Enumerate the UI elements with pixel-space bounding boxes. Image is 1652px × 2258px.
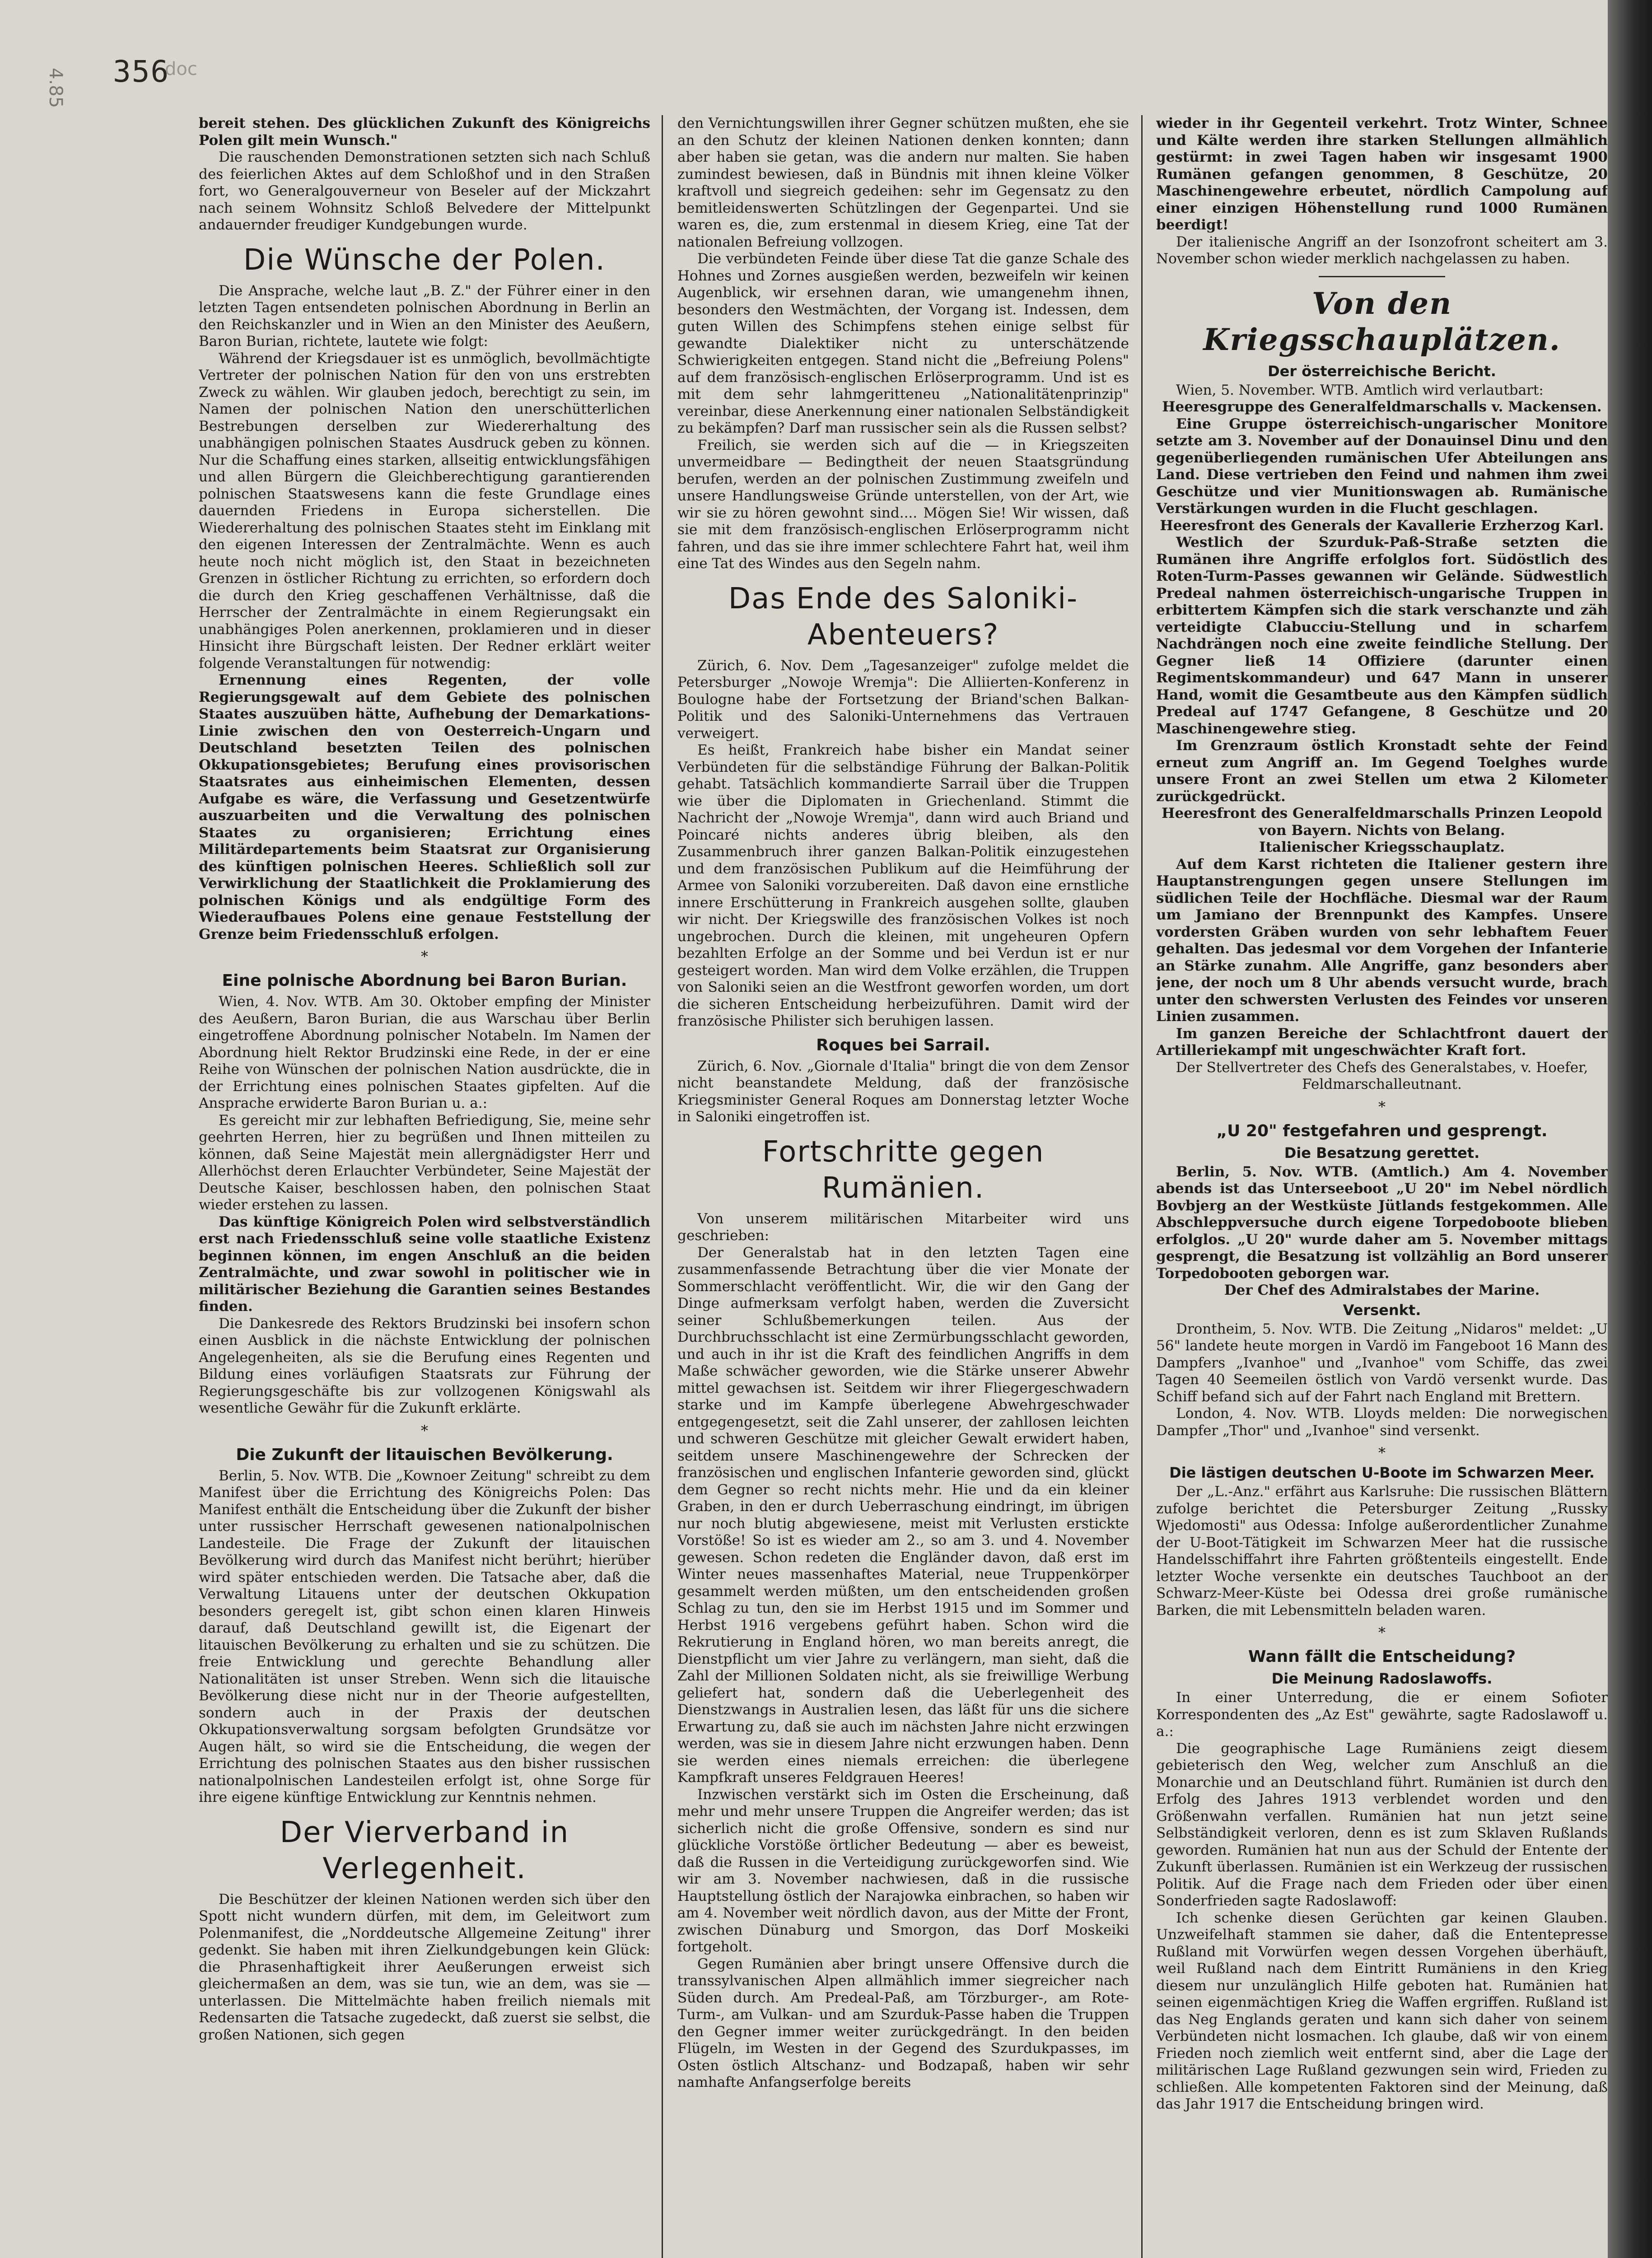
paragraph: Inzwischen verstärkt sich im Osten die Erscheinung, daß mehr und mehr unsere Truppen die Angreifer werden; das ist sicherlich nicht die große Offensive, sondern es sind nur glückliche Vorstöße örtlicher Bedeutung — aber es beweist, daß die Russen in die Verteidigung zurückgeworfen sind. Wie wir am 3. November nachwiesen, daß in die russische Hauptstellung östlich der Narajowka einbrachen, so haben wir am 4. November weit nördlich davon, aus der Mitte der Front, zwischen Dünaburg und Smorgon, das Dorf Moskeiki fortgeholt. — [677, 1786, 1129, 1955]
paragraph: Das künftige Königreich Polen wird selbstverständlich erst nach Friedensschluß seine volle staatliche Existenz beginnen können, im engen Anschluß an die beiden Zentralmächte, und zwar sowohl in politischer wie in militärischer Beziehung die Garantien seines Bestandes finden. — [199, 1213, 650, 1315]
paragraph: Die Beschützer der kleinen Nationen werden sich über den Spott nicht wundern dürfen, mit dem, im Geleitwort zum Polenmanifest, die „Norddeutsche Allgemeine Zeitung" ihrer gedenkt. Sie haben mit ihren Zielkundgebungen kein Glück: die Phrasenhaftigkeit ihrer Aeußerungen erweist sich gleichermaßen an dem, was sie tun, wie an dem, was sie — unterlassen. Die Mittelmächte haben freilich niemals mit Redensarten die Tatsache zugedeckt, daß zuerst sie selbst, die großen Nationen, sich gegen — [199, 1891, 650, 2043]
paragraph: Freilich, sie werden sich auf die — in Kriegszeiten unvermeidbare — Bedingtheit der neuen Staatsgründung berufen, werden an der polnischen Zustimmung zweifeln und unsere Handlungsweise Gründe unterstellen, von der Art, wie wir sie zu hören gewohnt sind.... Mögen Sie! Wir wissen, daß sie mit dem französisch-englischen Erlöserprogramm nicht fahren, und das sie ihre immer schlechtere Fahrt hat, weil ihm eine Tat des Windes aus den Segeln nahm. — [677, 437, 1129, 572]
headline-wuensche: Die Wünsche der Polen. — [243, 243, 606, 277]
paragraph: Ernennung eines Regenten, der volle Regierungsgewalt auf dem Gebiete des polnischen Staates auszuüben hätte, Aufhebung der Demarkations-Linie zwischen den von Oesterreich-Ungarn und Deutschland besetzten Teilen des polnischen Okkupationsgebietes; Berufung eines provisorischen Staatsrates aus einheimischen Elementen, dessen Aufgabe es wäre, die Verfassung und Gesetzentwürfe auszuarbeiten und die Verwaltung des polnischen Staates zu organisieren; Errichtung eines Militärdepartements beim Staatsrat zur Organisierung des künftigen polnischen Heeres. Schließlich soll zur Verwirklichung der Staatlichkeit die Proklamierung des polnischen Königs und als endgültige Form des Wiederaufbaues Polens eine genaue Feststellung der Grenze beim Friedensschluß erfolgen. — [199, 672, 650, 942]
column-1 — [199, 115, 650, 2258]
binding-spine — [1608, 0, 1652, 2258]
paragraph: Der Chef des Admiralstabes der Marine. — [1224, 1282, 1540, 1298]
headline-abordnung: Eine polnische Abordnung bei Baron Burian. — [222, 971, 627, 990]
paragraph: Die rauschenden Demonstrationen setzten sich nach Schluß des feierlichen Aktes auf dem Schloßhof und in den Straßen fort, wo Generalgouverneur von Beseler auf der Mickzahrt nach seinem Wohnsitz Schloß Belvedere der Mittelpunkt andauernder freudiger Kundgebungen wurde. — [199, 149, 650, 233]
paragraph: Gegen Rumänien aber bringt unsere Offensive durch die transsylvanischen Alpen allmählich immer siegreicher nach Süden durch. Am Predeal-Paß, am Törzburger-, am Rote-Turm-, am Vulkan- und am Szurduk-Passe haben die Truppen den Gegner immer weiter zurückgedrängt. In den beiden Flügeln, im Westen in der Gegend des Szurdukpasses, im Osten östlich Altschanz- und Bodzapaß, haben wir sehr namhafte Anfangserfolge bereits — [677, 1955, 1129, 2090]
separator: * — [421, 1422, 428, 1439]
paragraph: Von unserem militärischen Mitarbeiter wird uns geschrieben: — [677, 1210, 1129, 1244]
paragraph: Wien, 4. Nov. WTB. Am 30. Oktober empfing der Minister des Aeußern, Baron Burian, die aus Warschau über Berlin eingetroffene Abordnung polnischer Notabeln. Im Namen der Abordnung hielt Rektor Brudzinski eine Rede, in der er eine Reihe von Wünschen der polnischen Nation ausdrückte, die in der Errichtung eines polnischen Staates gipfelten. Auf die Ansprache erwiderte Baron Burian u. a.: — [199, 994, 650, 1111]
paragraph: wieder in ihr Gegenteil verkehrt. Trotz Winter, Schnee und Kälte werden ihre starken Stellungen allmählich gestürmt: in zwei Tagen haben wir insgesamt 1900 Rumänen gefangen genommen, 8 Geschütze, 20 Maschinengewehre erbeutet, nördlich Campolung auf einer einzigen Höhenstellung rund 1000 Rumänen beerdigt! — [1156, 115, 1608, 233]
paragraph: Berlin, 5. Nov. WTB. Die „Kownoer Zeitung" schreibt zu dem Manifest über die Errichtung des Königreichs Polen: Das Manifest enthält die Entscheidung über die Zukunft der bisher unter russischer Herrschaft gewesenen nationalpolnischen Landesteile. Die Frage der Zukunft der litauischen Bevölkerung wird durch das Manifest nicht berührt; hierüber wird später entschieden werden. Die Tatsache aber, daß die Verwaltung Litauens unter der deutschen Okkupation besonders geregelt ist, gibt schon einen klaren Hinweis darauf, daß Deutschland gewillt ist, die Eigenart der litauischen Bevölkerung zu erhalten und sie zu schützen. Die freie Entwicklung und gerechte Behandlung aller Nationalitäten ist unser Streben. Wenn sich die litauische Bevölkerung diese nicht nur in der Theorie aufgestellten, sondern auch in der Praxis der deutschen Okkupationsverwaltung sorgsam befolgten Grundsätze vor Augen hält, so wird sie die Entscheidung, die wegen der Errichtung des polnischen Staates aus den bisher russischen nationalpolnischen Landesteilen erfolgt ist, ohne Sorge für ihre eigene künftige Entwicklung zur Kenntnis nehmen. — [199, 1467, 650, 1805]
paragraph: Wien, 5. November. WTB. Amtlich wird verlautbart: — [1176, 382, 1544, 398]
headline-u20: „U 20" festgefahren und gesprengt. — [1216, 1121, 1548, 1140]
paragraph: den Vernichtungswillen ihrer Gegner schützen mußten, ehe sie an den Schutz der kleinen Nationen denken konnten; dann aber haben sie getan, was die andern nur malten. Sie haben zumindest bewiesen, daß in Bündnis mit ihnen kleine Völker kraftvoll und siegreich gedeihen: sehr im Gegensatz zu den bemitleidenswerten Schützlingen der Gegenpartei. Und sie waren es, die, zum erstenmal in diesem Krieg, eine Tat der nationalen Befreiung vollzogen. — [677, 115, 1129, 250]
paragraph: Während der Kriegsdauer ist es unmöglich, bevollmächtigte Vertreter der polnischen Nation für den von uns erstrebten Zweck zu wählen. Wir glauben jedoch, berechtigt zu sein, im Namen der polnischen Nation den unerschütterlichen Bestrebungen derselben zur Wiedererhaltung des unabhängigen polnischen Staates Ausdruck geben zu können. Nur die Schaffung eines starken, allseitig entwicklungsfähigen und allen Bürgern die Gleichberechtigung garantierenden polnischen Staatswesens kann die feste Grundlage eines dauernden Friedens in Europa sicherstellen. Die Wiedererhaltung des polnischen Staates steht im Einklang mit den eigenen Interessen der Zentralmächte. Wenn es auch heute noch nicht möglich ist, den Staat in bezeichneten Grenzen in östlicher Richtung zu errichten, so erfordern doch die durch den Krieg geschaffenen Verhältnisse, daß die Herrscher der Zentralmächte in einem Regierungsakt ein unabhängiges Polen anerkennen, proklamieren und in dieser Hinsicht ihre Bürgschaft leisten. Der Redner erklärt weiter folgende Veranstaltungen für notwendig: — [199, 350, 650, 672]
paragraph: Zürich, 6. Nov. „Giornale d'Italia" bringt die von dem Zensor nicht beanstandete Meldung, daß der französische Kriegsminister General Roques am Donnerstag letzter Woche in Saloniki eingetroffen ist. — [677, 1058, 1129, 1125]
paragraph: Der „L.-Anz." erfährt aus Karlsruhe: Die russischen Blättern zufolge berichtet die Petersburger Zeitung „Russky Wjedomosti" aus Odessa: Infolge außerordentlicher Zunahme der U-Boot-Tätigkeit im Schwarzen Meer hat die russische Handelsschiffahrt ihre Fahrten größtenteils eingestellt. Ende letzter Woche versenkte ein deutsches Tauchboot an der Schwarz-Meer-Küste bei Odessa drei große rumänische Barken, die mit Lebensmitteln beladen waren. — [1156, 1484, 1608, 1619]
paragraph: Der Stellvertreter des Chefs des Generalstabes, v. Hoefer, Feldmarschalleutnant. — [1176, 1059, 1588, 1092]
edge-mark: 4.85 — [45, 68, 66, 108]
paragraph: Im Grenzraum östlich Kronstadt sehte der Feind erneut zum Angriff an. Im Gegend Toelghes wurde unsere Front an zwei Stellen um etwa 2 Kilometer zurückgedrückt. — [1156, 737, 1608, 805]
headline-fortschritte: Fortschritte gegen Rumänien. — [762, 1135, 1045, 1205]
paragraph: Italienischer Kriegsschauplatz. — [1259, 839, 1505, 855]
paragraph: Die Dankesrede des Rektors Brudzinski bei insofern schon einen Ausblick in die nächste Entwicklung der polnischen Angelegenheiten, als sie die Berufung eines Regenten und Bildung eines vorläufigen Staatsrats zur Führung der Regierungsgeschäfte bis zur vollzogenen Königswahl als wesentliche Gewähr für die Zukunft erklärte. — [199, 1315, 650, 1416]
column-rule — [662, 115, 663, 2258]
headline-roques: Roques bei Sarrail. — [816, 1036, 990, 1054]
paragraph: Im ganzen Bereiche der Schlachtfront dauert der Artilleriekampf mit ungeschwächter Kraft fort. — [1156, 1025, 1608, 1059]
paragraph: Der Generalstab hat in den letzten Tagen eine zusammenfassende Betrachtung über die vier Monate der Sommerschlacht veröffentlicht. Wir, die wir den Gang der Dinge aufmerksam verfolgt haben, werden die Zuversicht seiner Schlußbemerkungen teilen. Aus der Durchbruchsschlacht ist eine Zermürbungsschlacht geworden, und auch in ihr ist die Kraft des feindlichen Angriffs in dem Maße schwächer geworden, wie die Stärke unserer Abwehr mittel gewachsen ist. Seitdem wir ihrer Fliegergeschwadern starke und im Kampfe überlegene Abwehrgeschwader entgegengesetzt, seit die Zahl unserer, der zahllosen leichten und schweren Geschütze mit gleicher Gewalt erwidert haben, seitdem unsere Maschinengewehre der Schrecken der französischen und englischen Infanterie geworden sind, glückt dem Gegner so recht nichts mehr. Hie und da ein kleiner Graben, in den er durch Ueberraschung eindringt, im übrigen nur noch blutig abgewiesene, meist mit Verlusten erstickte Vorstöße! So ist es wieder am 2., so am 3. und 4. November gewesen. Schon redeten die Engländer davon, daß erst im Winter neues massenhaftes Material, neue Truppenkörper gesammelt werden müßten, um den entscheidenden großen Schlag zu tun, den sie im Herbst 1915 und im Sommer und Herbst 1916 vergebens geführt haben. Schon wird die Rekrutierung in England hören, wo man bereits anregt, die Dienstpflicht um vier Jahre zu verlängern, man sieht, daß die Zahl der Millionen Soldaten nicht, als sie freiwillige Werbung geliefert hat, sondern daß die Ueberlegenheit des Dienstzwangs in Australien lesen, das läßt für uns die sichere Erwartung zu, daß sie auch im nächsten Jahre nicht erzwingen werden, was sie in diesem Jahre nicht erzwungen haben. Denn sie werden eines niemals erreichen: die überlegene Kampfkraft unseres Feldgrauen Heeres! — [677, 1244, 1129, 1786]
subheadline-versenkt: Versenkt. — [1343, 1301, 1421, 1319]
margin-mark: doc — [165, 59, 197, 79]
headline-lastigen: Die lästigen deutschen U-Boote im Schwarzen Meer. — [1169, 1464, 1595, 1481]
paragraph: Heeresgruppe des Generalfeldmarschalls v. Mackensen. — [1162, 399, 1602, 415]
paragraph: Eine Gruppe österreichisch-ungarischer Monitore setzte am 3. November auf der Donauinsel Dinu und den gegenüberliegenden rumänischen Ufer Abteilungen ans Land. Diese vertrieben den Feind und nahmen ihm zwei Geschütze und vier Munitionswagen ab. Rumänische Verstärkungen wurden in die Flucht geschlagen. — [1156, 415, 1608, 517]
paragraph: Westlich der Szurduk-Paß-Straße setzten die Rumänen ihre Angriffe erfolglos fort. Südöstlich des Roten-Turm-Passes gewannen wir Gelände. Südwestlich Predeal nahmen österreichisch-ungarische Truppen in erbittertem Kämpfen sich die stark verschanzte und zäh verteidigte Clabucciu-Stellung und in scharfem Nachdrängen noch eine zweite feindliche Stellung. Der Gegner ließ 14 Offiziere (darunter einen Regimentskommandeur) und 647 Mann in unserer Hand, womit die Gesamtbeute aus den Kämpfen südlich Predeal auf 1747 Gefangene, 8 Geschütze und 20 Maschinengewehre stieg. — [1156, 534, 1608, 737]
paragraph: Die geographische Lage Rumäniens zeigt diesem gebieterisch den Weg, welcher zum Anschluß an die Monarchie und an Deutschland führt. Rumänien ist durch den Erfolg des Jahres 1913 verblendet worden und den Größenwahn verfallen. Rumänien hat nun jetzt seine Selbständigkeit verloren, denn es ist zum Sklaven Rußlands geworden. Rumänien hat nun aus der Schuld der Entente der Zukunft überlassen. Rumänien ist ein Werkzeug der russischen Politik. Auf die Frage nach dem Frieden oder über einen Sonderfrieden sagte Radoslawoff: — [1156, 1740, 1608, 1909]
paragraph: Der italienische Angriff an der Isonzofront scheitert am 3. November schon wieder merklich nachgelassen zu haben. — [1156, 233, 1608, 267]
column-3 — [1156, 115, 1608, 2258]
headline-kriegsschauplaetze: Von den Kriegsschauplätzen. — [1203, 285, 1561, 357]
subheadline-oesterr: Der österreichische Bericht. — [1268, 362, 1496, 380]
subheadline-meinung: Die Meinung Radoslawoffs. — [1271, 1670, 1493, 1687]
paragraph: Auf dem Karst richteten die Italiener gestern ihre Hauptanstrengungen gegen unsere Stellungen im südlichen Teile der Hochfläche. Diesmal war der Raum um Jamiano der Brennpunkt des Kampfes. Unsere vordersten Gräben wurden von sehr lebhaftem Feuer gehalten. Das jedesmal vor dem Vorgehen der Infanterie an Stärke zunahm. Alle Angriffe, ganz besonders aber jene, der noch um 8 Uhr abends versucht wurde, brach unter den schwersten Verlusten des Feindes vor unseren Linien zusammen. — [1156, 856, 1608, 1025]
paragraph: Die Ansprache, welche laut „B. Z." der Führer einer in den letzten Tagen entsendeten polnischen Abordnung in Berlin an den Reichskanzler und in Wien an den Minister des Aeußern, Baron Burian, richtete, lautete wie folgt: — [199, 282, 650, 350]
headline-zukunft: Die Zukunft der litauischen Bevölkerung. — [236, 1445, 613, 1464]
headline-saloniki: Das Ende des Saloniki-Abenteuers? — [728, 582, 1078, 652]
paragraph: London, 4. Nov. WTB. Lloyds melden: Die norwegischen Dampfer „Thor" und „Ivanhoe" sind versenkt. — [1156, 1405, 1608, 1439]
paragraph: In einer Unterredung, die er einem Sofioter Korrespondenten des „Az Est" gewährte, sagte Radoslawoff u. a.: — [1156, 1689, 1608, 1740]
page-number: 356 — [113, 54, 170, 89]
paragraph: Zürich, 6. Nov. Dem „Tagesanzeiger" zufolge meldet die Petersburger „Nowoje Wremja": Die Alliierten-Konferenz in Boulogne habe der Fortsetzung der Briand'schen Balkan-Politik und des Saloniki-Unternehmens das Vertrauen verweigert. — [677, 657, 1129, 742]
section-divider — [1319, 276, 1445, 277]
paragraph: bereit stehen. Des glücklichen Zukunft des Königreichs Polen gilt mein Wunsch." — [199, 115, 650, 149]
subheadline-besatzung: Die Besatzung gerettet. — [1284, 1144, 1480, 1162]
headline-wann: Wann fällt die Entscheidung? — [1248, 1647, 1516, 1666]
paragraph: Es gereicht mir zur lebhaften Befriedigung, Sie, meine sehr geehrten Herren, hier zu begrüßen und Ihnen mitteilen zu können, daß Seine Majestät mein allergnädigster Herr und Allerhöchst deren Erlauchter Verbündeter, Seine Majestät der Deutsche Kaiser, beschlossen haben, den polnischen Staat wieder erstehen zu lassen. — [199, 1112, 650, 1213]
separator: * — [1378, 1098, 1386, 1115]
paragraph: Es heißt, Frankreich habe bisher ein Mandat seiner Verbündeten für die selbständige Führung der Balkan-Politik gehabt. Tatsächlich kommandierte Sarrail über die Truppen wie über die Diplomaten in Griechenland. Stimmt die Nachricht der „Nowoje Wremja", dann wird auch Briand und Poincaré nichts anderes übrig bleiben, als den Zusammenbruch ihrer ganzen Balkan-Politik einzugestehen und dem französischen Publikum auf die Heimführung der Armee von Saloniki vorzubereiten. Daß davon eine ernstliche innere Erschütterung in Frankreich ausgehen sollte, glauben wir nicht. Der Kriegswille des französischen Volkes ist noch ungebrochen. Durch die kleinen, mit ungeheuren Opfern bezahlten Erfolge an der Somme und bei Verdun ist er nur gesteigert worden. Man wird dem Volke erzählen, die Truppen von Saloniki seien an die Westfront geworfen worden, um dort die sicheren Entscheidung herbeizuführen. Damit wird der französische Philister sich beruhigen lassen. — [677, 742, 1129, 1029]
separator: * — [421, 948, 428, 965]
paragraph: Drontheim, 5. Nov. WTB. Die Zeitung „Nidaros" meldet: „U 56" landete heute morgen in Vardö im Fangeboot 16 Mann des Dampfers „Ivanhoe" und „Ivanhoe" vom Schiffe, das zwei Tagen 40 Seemeilen östlich von Vardö versenkt wurde. Das Schiff befand sich auf der Fahrt nach England mit Brettern. — [1156, 1320, 1608, 1405]
paragraph: Berlin, 5. Nov. WTB. (Amtlich.) Am 4. November abends ist das Unterseeboot „U 20" im Nebel nördlich Bovbjerg an der Westküste Jütlands festgekommen. Alle Abschleppversuche durch eigene Torpedoboote blieben erfolglos. „U 20" wurde daher am 5. November mittags gesprengt, die Besatzung ist vollzählig an Bord unserer Torpedobooten geborgen war. — [1156, 1163, 1608, 1282]
headline-vierverband: Der Vierverband in Verlegenheit. — [280, 1815, 569, 1885]
paragraph: Heeresfront des Generalfeldmarschalls Prinzen Leopold von Bayern. Nichts von Belang. — [1162, 805, 1602, 839]
paragraph: Heeresfront des Generals der Kavallerie Erzherzog Karl. — [1160, 517, 1604, 534]
paragraph: Ich schenke diesen Gerüchten gar keinen Glauben. Unzweifelhaft stammen sie daher, daß die Ententepresse Rußland mit Vorwürfen wegen dessen Vorgehen überhäuft, weil Rußland nach dem Eintritt Rumäniens in den Krieg diesem nur unzulänglich Hilfe geboten hat. Rumänien hat seinen eigenmächtigen Krieg die Waffen ergriffen. Rußland ist das Neg Englands geraten und kann sich daher von seinem Verbündeten nicht losmachen. Ich glaube, daß wir von einem Frieden noch ziemlich weit entfernt sind, aber die Lage der militärischen Lage Rußland gezwungen sein wird, Frieden zu schließen. Alle kompetenten Faktoren sind der Meinung, daß das Jahr 1917 die Entscheidung bringen wird. — [1156, 1909, 1608, 2112]
separator: * — [1378, 1444, 1386, 1461]
separator: * — [1378, 1624, 1386, 1641]
column-2 — [677, 115, 1129, 2258]
column-rule — [1141, 115, 1143, 2258]
paragraph: Die verbündeten Feinde über diese Tat die ganze Schale des Hohnes und Zornes ausgießen werden, bezweifeln wir keinen Augenblick, wir ersehnen daran, wie umangenehm ihnen, besonders den Westmächten, der Vorgang ist. Indessen, dem guten Willen des Schimpfens stehen einige selbst für gewandte Dialektiker nicht zu unterschätzende Schwierigkeiten entgegen. Stand nicht die „Befreiung Polens" auf dem französisch-englischen Erlöserprogramm. Und ist es mit dem sehr lahmgeritteneu „Nationalitätenprinzip" vereinbar, diese Anerkennung einer nationalen Selbständigkeit zu bekämpfen? Darf man russischer sein als die Russen selbst? — [677, 251, 1129, 436]
